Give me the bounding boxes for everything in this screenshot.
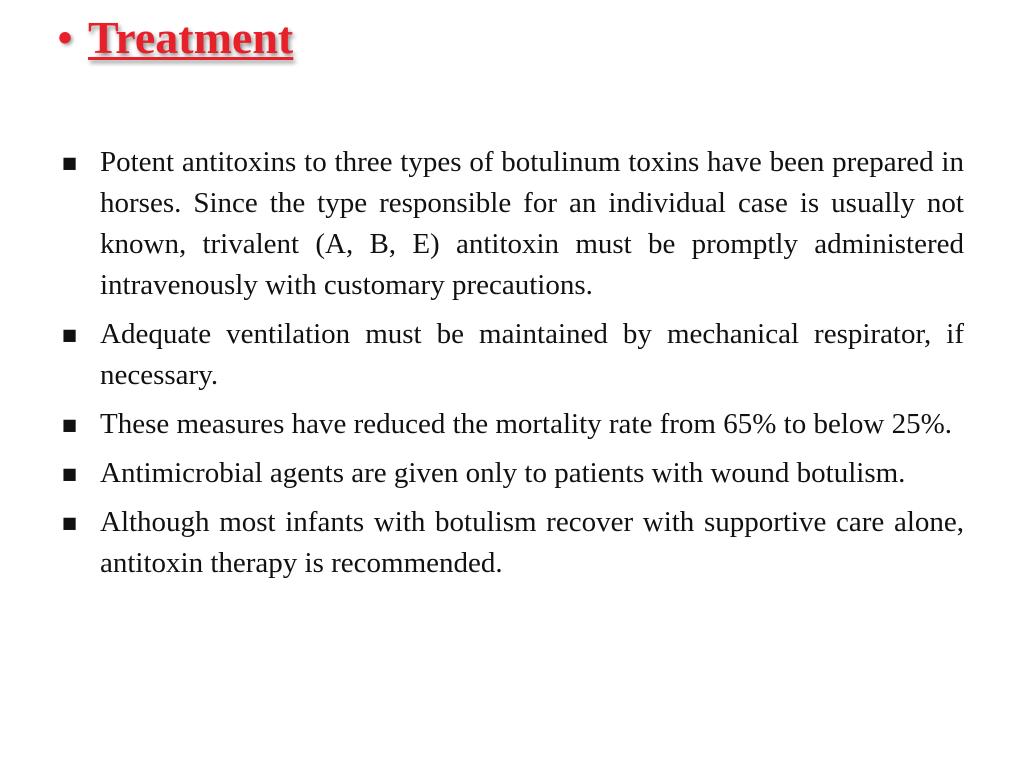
bullet-list	[60, 142, 964, 592]
square-bullet-icon: ■	[62, 464, 78, 483]
bullet-text: Although most infants with botulism recover with supportive care alone, antitoxin therapy is recommended.	[100, 506, 964, 579]
bullet-text: Potent antitoxins to three types of botulinum toxins have been prepared in horses. Since the type responsible for an individual case is usually not known, trivalent (A, B, E) antitoxin must be promptly administered intravenously with customary precautions.	[100, 146, 964, 301]
square-bullet-icon: ■	[62, 325, 78, 344]
bullet-text: These measures have reduced the mortality rate from 65% to below 25%.	[100, 408, 952, 440]
bullet-item-antitoxins	[60, 142, 964, 306]
square-bullet-icon: ■	[62, 513, 78, 532]
title-bullet-icon: •	[58, 16, 73, 60]
bullet-text: Adequate ventilation must be maintained by mechanical respirator, if necessary.	[100, 318, 964, 391]
bullet-item-ventilation	[60, 314, 964, 396]
bullet-item-mortality	[60, 404, 964, 445]
bullet-item-infants	[60, 502, 964, 584]
bullet-text: Antimicrobial agents are given only to patients with wound botulism.	[100, 457, 906, 489]
square-bullet-icon: ■	[62, 415, 78, 434]
slide-title: Treatment	[88, 12, 294, 63]
bullet-item-antimicrobial	[60, 453, 964, 494]
slide-title-row	[58, 8, 293, 68]
square-bullet-icon: ■	[62, 153, 78, 172]
